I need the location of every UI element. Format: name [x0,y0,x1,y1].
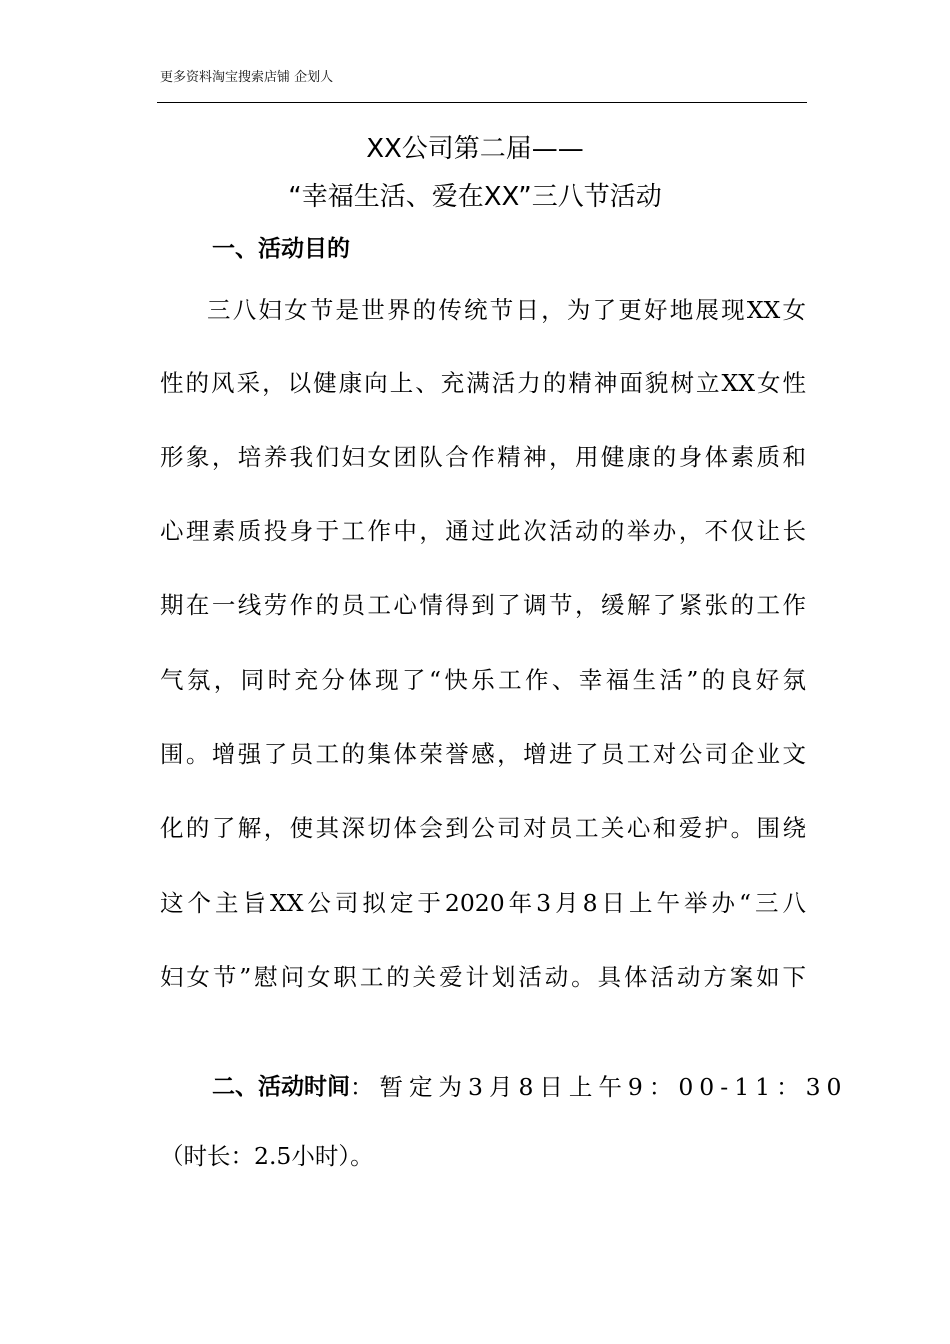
header-divider [157,102,807,103]
document-title-line-1: XX公司第二届—— [366,134,584,164]
paragraph-line: 妇女节”慰问女职工的关爱计划活动。具体活动方案如下 [160,963,806,991]
section-heading-purpose: 一、活动目的 [212,236,350,262]
paragraph-line: 三八妇女节是世界的传统节日，为了更好地展现XX女 [207,296,806,324]
paragraph-line: 这个主旨XX公司拟定于2020年3月8日上午举办“三八 [160,889,806,917]
section-heading-time: 二、活动时间 [212,1074,350,1100]
document-title-line-2: “幸福生活、爱在XX”三八节活动 [288,182,662,212]
paragraph-line: 气氛，同时充分体现了“快乐工作、幸福生活”的良好氛 [160,666,806,694]
activity-duration: （时长：2.5小时）。 [160,1142,374,1170]
paragraph-line: 期在一线劳作的员工心情得到了调节，缓解了紧张的工作 [160,591,806,619]
paragraph-line: 形象，培养我们妇女团队合作精神，用健康的身体素质和 [160,443,806,471]
paragraph-line: 心理素质投身于工作中，通过此次活动的举办，不仅让长 [160,517,806,545]
activity-time-value: ：暂定为3月8日上午9：00-11：30 [350,1073,848,1101]
paragraph-line: 性的风采，以健康向上、充满活力的精神面貌树立XX女性 [160,369,806,397]
activity-time-line [212,1068,848,1102]
paragraph-line: 围。增强了员工的集体荣誉感，增进了员工对公司企业文 [160,740,806,768]
page-header-text: 更多资料淘宝搜索店铺 企划人 [160,70,334,85]
paragraph-line: 化的了解，使其深切体会到公司对员工关心和爱护。围绕 [160,814,806,842]
